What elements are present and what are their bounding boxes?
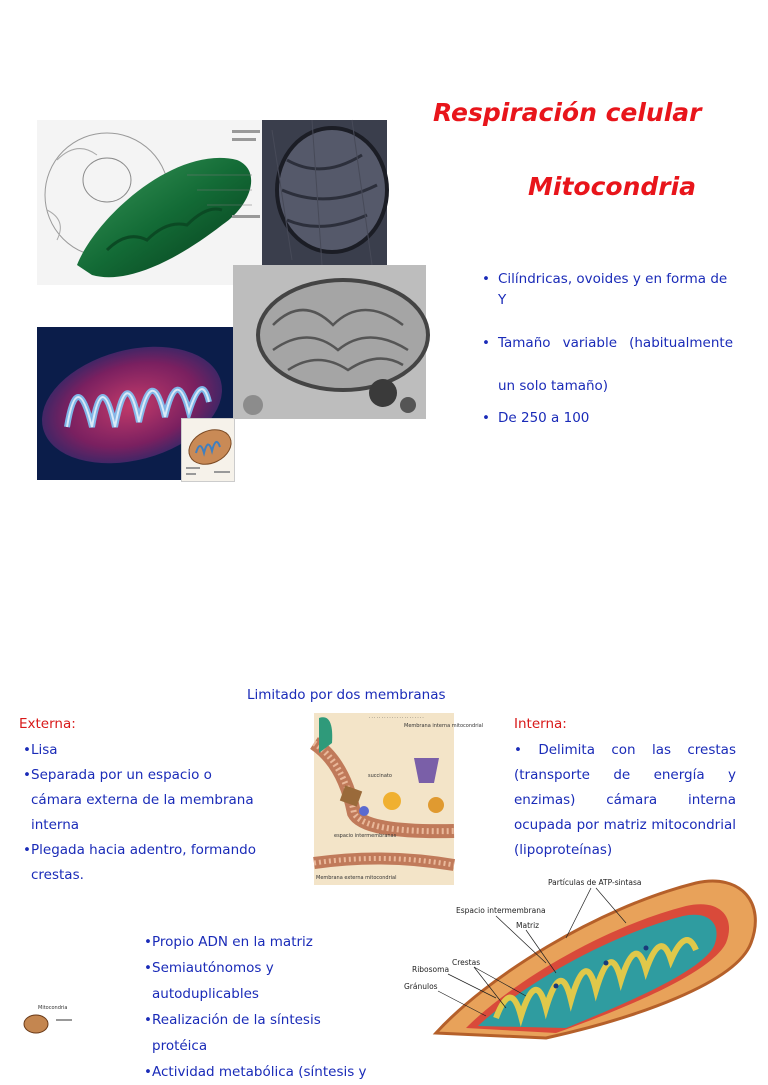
list-item: • Tamaño variable (habitualmente un solo tamaño): [478, 322, 733, 408]
diagram-label: Matriz: [516, 921, 540, 930]
diagram-label: Membrana interna mitocondrial: [404, 723, 484, 729]
list-item: • Lisa: [19, 738, 259, 763]
micrograph-gray-image: [233, 265, 426, 419]
mitochondrion-structure-diagram: [396, 868, 768, 1024]
mitochondrion-diagram-thumb: [181, 418, 235, 482]
list-item: • Plegada hacia adentro, formando crestas.: [19, 838, 259, 888]
diagram-label: espacio intermembranas: [334, 833, 397, 839]
list-item: • Actividad metabólica (síntesis y: [140, 1059, 380, 1085]
list-item: • Semiautónomos y autoduplicables: [140, 955, 380, 1007]
list-item: • Propio ADN en la matriz: [140, 929, 380, 955]
internal-membrane-text: • Delimita con las crestas (transporte de energía y enzimas) cámara interna ocupada por matriz mitocondrial (lipoproteínas): [514, 742, 736, 858]
list-item: • Separada por un espacio o cámara externa de la membrana interna: [19, 763, 259, 838]
list-item: • De 250 a 100: [478, 408, 733, 429]
slide-subtitle: Mitocondria: [528, 172, 697, 201]
external-membrane-label: Externa:: [19, 716, 76, 732]
cell-illustration-image: [37, 120, 262, 285]
diagram-label: Ribosoma: [412, 965, 450, 974]
external-membrane-list: [19, 738, 259, 888]
membrane-diagram-image: [314, 713, 484, 885]
diagram-label: Partículas de ATP-sintasa: [548, 878, 642, 887]
list-item: • Cilíndricas, ovoides y en forma de Y: [478, 269, 733, 311]
slide3-bullet-list: [140, 929, 380, 1085]
membranes-heading: Limitado por dos membranas: [247, 687, 446, 703]
diagram-label: succinato: [368, 773, 392, 779]
internal-membrane-label: Interna:: [514, 716, 567, 732]
list-item: • Realización de la síntesis protéica: [140, 1007, 380, 1059]
thumb-label: Mitocondria: [38, 1005, 68, 1011]
slide1-bullet-list: [478, 269, 733, 429]
diagram-label: Gránulos: [404, 982, 438, 991]
diagram-label: Membrana externa mitocondrial: [316, 875, 397, 881]
diagram-label: Crestas: [452, 958, 481, 967]
diagram-label: · · · · · · · · · · · · · · · · · · · · · ·: [369, 715, 424, 720]
slide-title: Respiración celular: [433, 98, 702, 127]
diagram-label: Espacio intermembrana: [456, 906, 546, 915]
mitochondrion-small-thumb: [22, 1000, 82, 1024]
micrograph-dark-image: [262, 120, 387, 265]
